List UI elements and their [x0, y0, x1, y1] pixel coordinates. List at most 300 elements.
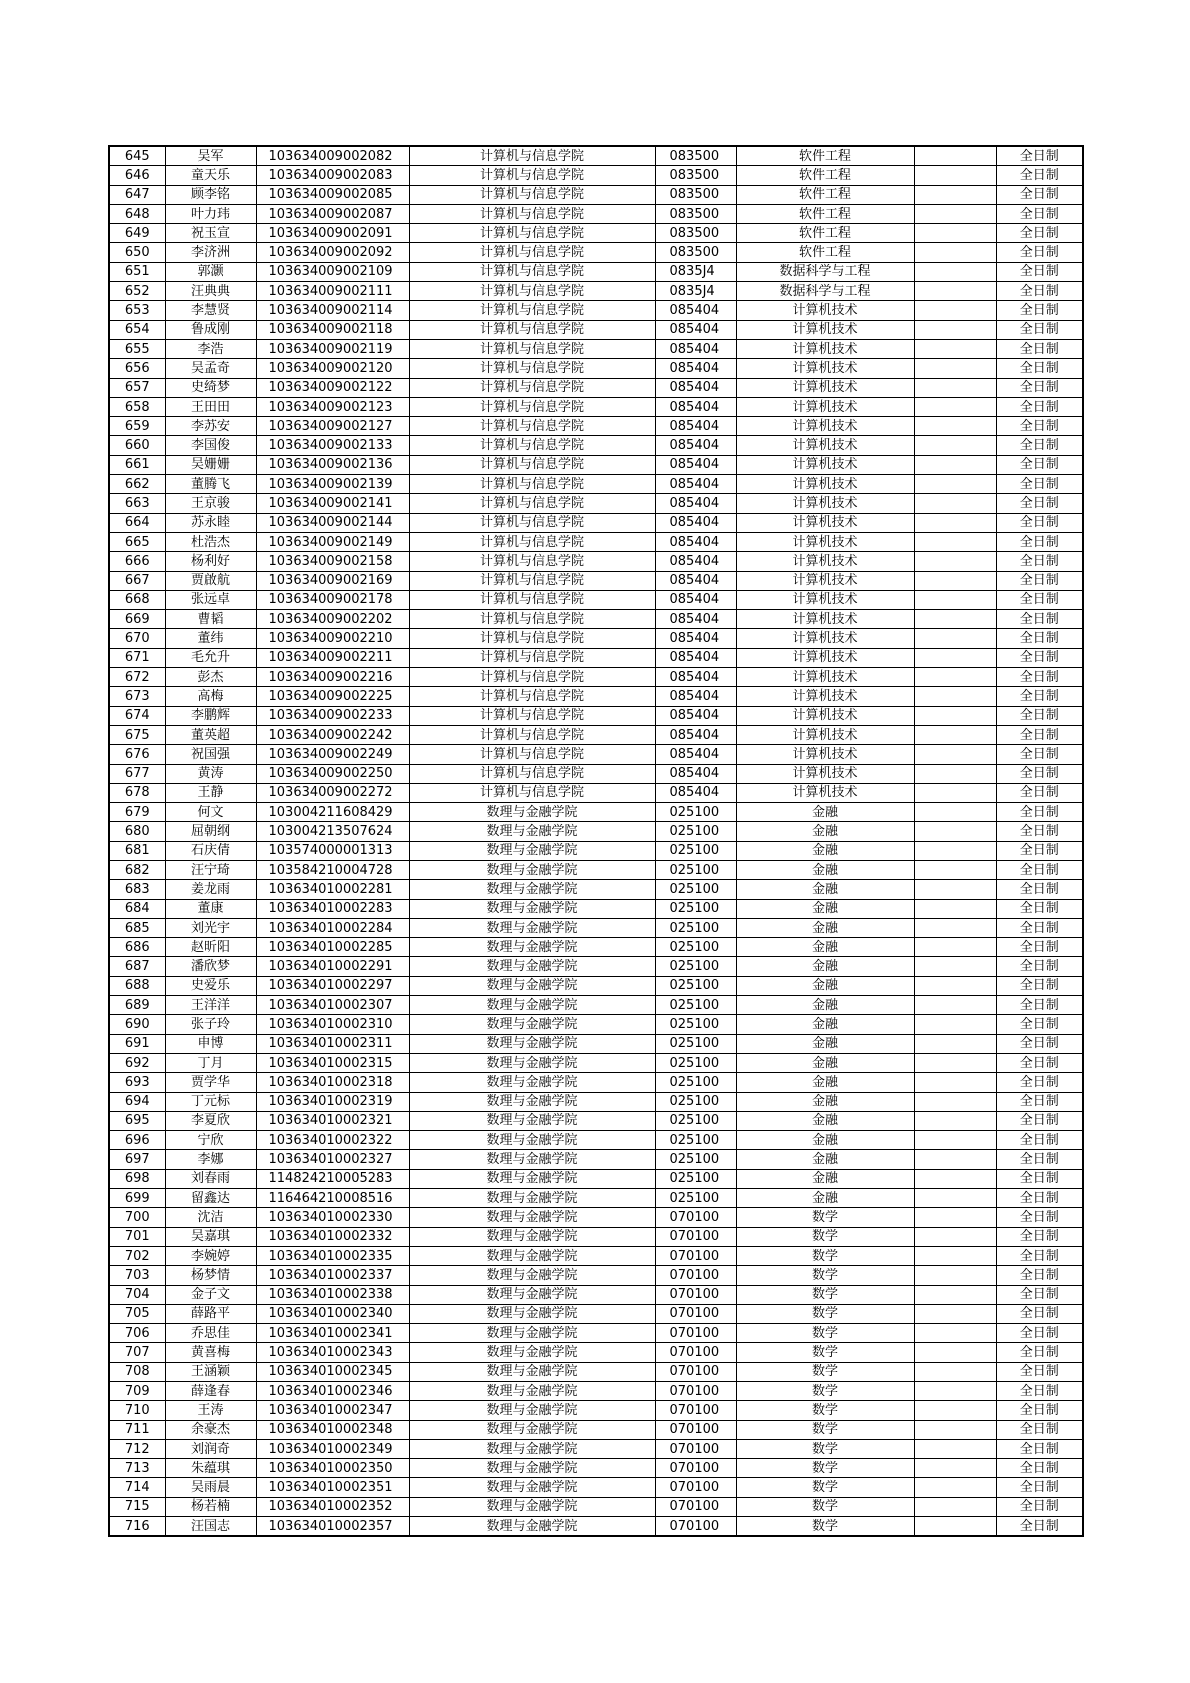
- college-cell: 计算机与信息学院: [409, 339, 655, 358]
- candidate-id-cell: 103634010002337: [256, 1266, 409, 1285]
- table-row: [109, 764, 1083, 783]
- name-cell: 王涵颖: [165, 1362, 256, 1381]
- row-number-cell: 654: [109, 320, 165, 339]
- study-mode-cell: 全日制: [996, 224, 1083, 243]
- college-cell: 数理与金融学院: [409, 1015, 655, 1034]
- major-name-cell: 计算机技术: [736, 475, 914, 494]
- remarks-cell: [914, 1189, 996, 1208]
- major-code-cell: 025100: [655, 822, 736, 841]
- study-mode-cell: 全日制: [996, 1439, 1083, 1458]
- candidate-id-cell: 103634010002345: [256, 1362, 409, 1381]
- remarks-cell: [914, 1439, 996, 1458]
- candidate-id-cell: 103634009002120: [256, 359, 409, 378]
- study-mode-cell: 全日制: [996, 1343, 1083, 1362]
- row-number-cell: 652: [109, 282, 165, 301]
- major-name-cell: 数学: [736, 1459, 914, 1478]
- major-code-cell: 070100: [655, 1420, 736, 1439]
- candidate-id-cell: 103004213507624: [256, 822, 409, 841]
- remarks-cell: [914, 918, 996, 937]
- candidate-id-cell: 103634010002281: [256, 880, 409, 899]
- row-number-cell: 697: [109, 1150, 165, 1169]
- study-mode-cell: 全日制: [996, 725, 1083, 744]
- name-cell: 屈朝纲: [165, 822, 256, 841]
- table-row: [109, 1169, 1083, 1188]
- row-number-cell: 699: [109, 1189, 165, 1208]
- major-name-cell: 数据科学与工程: [736, 282, 914, 301]
- major-name-cell: 数学: [736, 1401, 914, 1420]
- row-number-cell: 645: [109, 146, 165, 166]
- college-cell: 数理与金融学院: [409, 1073, 655, 1092]
- major-name-cell: 数学: [736, 1343, 914, 1362]
- row-number-cell: 651: [109, 262, 165, 281]
- study-mode-cell: 全日制: [996, 1015, 1083, 1034]
- table-row: [109, 185, 1083, 204]
- name-cell: 姜龙雨: [165, 880, 256, 899]
- table-row: [109, 1420, 1083, 1439]
- major-name-cell: 金融: [736, 899, 914, 918]
- college-cell: 数理与金融学院: [409, 1266, 655, 1285]
- candidate-id-cell: 103634010002332: [256, 1227, 409, 1246]
- college-cell: 计算机与信息学院: [409, 455, 655, 474]
- table-row: [109, 1131, 1083, 1150]
- major-name-cell: 计算机技术: [736, 455, 914, 474]
- major-name-cell: 数学: [736, 1304, 914, 1323]
- candidate-id-cell: 103634010002341: [256, 1324, 409, 1343]
- name-cell: 贾学华: [165, 1073, 256, 1092]
- study-mode-cell: 全日制: [996, 1304, 1083, 1323]
- college-cell: 计算机与信息学院: [409, 185, 655, 204]
- remarks-cell: [914, 1246, 996, 1265]
- study-mode-cell: 全日制: [996, 899, 1083, 918]
- major-name-cell: 计算机技术: [736, 648, 914, 667]
- major-code-cell: 070100: [655, 1478, 736, 1497]
- table-row: [109, 224, 1083, 243]
- table-row: [109, 166, 1083, 185]
- study-mode-cell: 全日制: [996, 1131, 1083, 1150]
- remarks-cell: [914, 1266, 996, 1285]
- name-cell: 祝国强: [165, 745, 256, 764]
- major-name-cell: 金融: [736, 1131, 914, 1150]
- study-mode-cell: 全日制: [996, 938, 1083, 957]
- candidate-id-cell: 103634010002357: [256, 1517, 409, 1537]
- major-code-cell: 025100: [655, 1189, 736, 1208]
- study-mode-cell: 全日制: [996, 590, 1083, 609]
- major-code-cell: 025100: [655, 1073, 736, 1092]
- candidate-id-cell: 103634009002202: [256, 610, 409, 629]
- study-mode-cell: 全日制: [996, 359, 1083, 378]
- major-code-cell: 083500: [655, 243, 736, 262]
- college-cell: 数理与金融学院: [409, 957, 655, 976]
- major-code-cell: 085404: [655, 783, 736, 802]
- major-code-cell: 025100: [655, 841, 736, 860]
- name-cell: 吴嘉琪: [165, 1227, 256, 1246]
- remarks-cell: [914, 1053, 996, 1072]
- remarks-cell: [914, 146, 996, 166]
- candidate-id-cell: 103634010002322: [256, 1131, 409, 1150]
- row-number-cell: 661: [109, 455, 165, 474]
- college-cell: 计算机与信息学院: [409, 436, 655, 455]
- major-name-cell: 软件工程: [736, 146, 914, 166]
- major-name-cell: 软件工程: [736, 224, 914, 243]
- major-name-cell: 金融: [736, 957, 914, 976]
- candidate-id-cell: 103634010002352: [256, 1497, 409, 1516]
- major-code-cell: 083500: [655, 204, 736, 223]
- name-cell: 汪宁琦: [165, 860, 256, 879]
- candidate-id-cell: 103634010002351: [256, 1478, 409, 1497]
- major-code-cell: 085404: [655, 687, 736, 706]
- remarks-cell: [914, 1111, 996, 1130]
- table-row: [109, 378, 1083, 397]
- study-mode-cell: 全日制: [996, 1401, 1083, 1420]
- study-mode-cell: 全日制: [996, 918, 1083, 937]
- name-cell: 李娜: [165, 1150, 256, 1169]
- college-cell: 计算机与信息学院: [409, 552, 655, 571]
- candidate-id-cell: 103634009002149: [256, 532, 409, 551]
- study-mode-cell: 全日制: [996, 1517, 1083, 1537]
- college-cell: 计算机与信息学院: [409, 282, 655, 301]
- row-number-cell: 667: [109, 571, 165, 590]
- study-mode-cell: 全日制: [996, 841, 1083, 860]
- college-cell: 计算机与信息学院: [409, 725, 655, 744]
- college-cell: 数理与金融学院: [409, 822, 655, 841]
- college-cell: 计算机与信息学院: [409, 668, 655, 687]
- table-row: [109, 1246, 1083, 1265]
- table-row: [109, 957, 1083, 976]
- table-row: [109, 1266, 1083, 1285]
- name-cell: 董英超: [165, 725, 256, 744]
- candidate-id-cell: 103634009002136: [256, 455, 409, 474]
- major-code-cell: 083500: [655, 224, 736, 243]
- major-name-cell: 计算机技术: [736, 513, 914, 532]
- row-number-cell: 677: [109, 764, 165, 783]
- major-name-cell: 计算机技术: [736, 610, 914, 629]
- major-code-cell: 085404: [655, 339, 736, 358]
- major-code-cell: 025100: [655, 1053, 736, 1072]
- major-name-cell: 金融: [736, 1015, 914, 1034]
- remarks-cell: [914, 1285, 996, 1304]
- study-mode-cell: 全日制: [996, 1189, 1083, 1208]
- major-code-cell: 0835J4: [655, 262, 736, 281]
- major-code-cell: 085404: [655, 552, 736, 571]
- major-code-cell: 085404: [655, 359, 736, 378]
- name-cell: 王静: [165, 783, 256, 802]
- college-cell: 计算机与信息学院: [409, 610, 655, 629]
- remarks-cell: [914, 610, 996, 629]
- study-mode-cell: 全日制: [996, 745, 1083, 764]
- college-cell: 数理与金融学院: [409, 1401, 655, 1420]
- college-cell: 数理与金融学院: [409, 1362, 655, 1381]
- name-cell: 沈洁: [165, 1208, 256, 1227]
- table-row: [109, 1150, 1083, 1169]
- study-mode-cell: 全日制: [996, 880, 1083, 899]
- college-cell: 数理与金融学院: [409, 976, 655, 995]
- table-row: [109, 1324, 1083, 1343]
- study-mode-cell: 全日制: [996, 1208, 1083, 1227]
- major-code-cell: 085404: [655, 513, 736, 532]
- remarks-cell: [914, 841, 996, 860]
- major-code-cell: 025100: [655, 1092, 736, 1111]
- remarks-cell: [914, 996, 996, 1015]
- study-mode-cell: 全日制: [996, 996, 1083, 1015]
- college-cell: 数理与金融学院: [409, 1285, 655, 1304]
- college-cell: 数理与金融学院: [409, 1131, 655, 1150]
- remarks-cell: [914, 475, 996, 494]
- name-cell: 李苏安: [165, 417, 256, 436]
- row-number-cell: 687: [109, 957, 165, 976]
- candidate-id-cell: 103634010002347: [256, 1401, 409, 1420]
- remarks-cell: [914, 706, 996, 725]
- candidate-id-cell: 103634009002242: [256, 725, 409, 744]
- study-mode-cell: 全日制: [996, 320, 1083, 339]
- major-code-cell: 085404: [655, 436, 736, 455]
- name-cell: 余豪杰: [165, 1420, 256, 1439]
- study-mode-cell: 全日制: [996, 475, 1083, 494]
- table-row: [109, 417, 1083, 436]
- table-row: [109, 204, 1083, 223]
- major-code-cell: 085404: [655, 397, 736, 416]
- study-mode-cell: 全日制: [996, 1420, 1083, 1439]
- major-code-cell: 085404: [655, 764, 736, 783]
- candidate-id-cell: 103634009002083: [256, 166, 409, 185]
- name-cell: 吴雨晨: [165, 1478, 256, 1497]
- row-number-cell: 707: [109, 1343, 165, 1362]
- major-name-cell: 金融: [736, 976, 914, 995]
- table-row: [109, 668, 1083, 687]
- study-mode-cell: 全日制: [996, 1073, 1083, 1092]
- college-cell: 数理与金融学院: [409, 1517, 655, 1537]
- row-number-cell: 681: [109, 841, 165, 860]
- row-number-cell: 656: [109, 359, 165, 378]
- major-code-cell: 083500: [655, 146, 736, 166]
- remarks-cell: [914, 571, 996, 590]
- row-number-cell: 664: [109, 513, 165, 532]
- table-body: [109, 146, 1083, 1536]
- remarks-cell: [914, 262, 996, 281]
- name-cell: 王田田: [165, 397, 256, 416]
- table-row: [109, 1382, 1083, 1401]
- name-cell: 曹韬: [165, 610, 256, 629]
- name-cell: 黄喜梅: [165, 1343, 256, 1362]
- candidate-id-cell: 103634009002127: [256, 417, 409, 436]
- candidate-id-cell: 116464210008516: [256, 1189, 409, 1208]
- row-number-cell: 694: [109, 1092, 165, 1111]
- row-number-cell: 710: [109, 1401, 165, 1420]
- row-number-cell: 657: [109, 378, 165, 397]
- college-cell: 数理与金融学院: [409, 1304, 655, 1323]
- name-cell: 杨若楠: [165, 1497, 256, 1516]
- name-cell: 刘春雨: [165, 1169, 256, 1188]
- table-row: [109, 532, 1083, 551]
- remarks-cell: [914, 436, 996, 455]
- study-mode-cell: 全日制: [996, 185, 1083, 204]
- table-row: [109, 687, 1083, 706]
- row-number-cell: 648: [109, 204, 165, 223]
- study-mode-cell: 全日制: [996, 494, 1083, 513]
- table-row: [109, 880, 1083, 899]
- table-row: [109, 803, 1083, 822]
- table-row: [109, 1304, 1083, 1323]
- remarks-cell: [914, 185, 996, 204]
- major-code-cell: 025100: [655, 803, 736, 822]
- remarks-cell: [914, 976, 996, 995]
- study-mode-cell: 全日制: [996, 1150, 1083, 1169]
- major-name-cell: 计算机技术: [736, 745, 914, 764]
- college-cell: 数理与金融学院: [409, 841, 655, 860]
- candidate-id-cell: 103634010002311: [256, 1034, 409, 1053]
- remarks-cell: [914, 764, 996, 783]
- name-cell: 祝玉宣: [165, 224, 256, 243]
- name-cell: 丁元标: [165, 1092, 256, 1111]
- college-cell: 数理与金融学院: [409, 1324, 655, 1343]
- table-row: [109, 282, 1083, 301]
- table-row: [109, 1439, 1083, 1458]
- major-code-cell: 070100: [655, 1227, 736, 1246]
- table-row: [109, 610, 1083, 629]
- row-number-cell: 684: [109, 899, 165, 918]
- college-cell: 数理与金融学院: [409, 1150, 655, 1169]
- name-cell: 贾啟航: [165, 571, 256, 590]
- college-cell: 计算机与信息学院: [409, 224, 655, 243]
- name-cell: 石庆倩: [165, 841, 256, 860]
- major-code-cell: 025100: [655, 899, 736, 918]
- candidate-id-cell: 103634009002216: [256, 668, 409, 687]
- study-mode-cell: 全日制: [996, 532, 1083, 551]
- name-cell: 王京骏: [165, 494, 256, 513]
- major-code-cell: 070100: [655, 1362, 736, 1381]
- major-code-cell: 070100: [655, 1439, 736, 1458]
- major-code-cell: 085404: [655, 648, 736, 667]
- major-code-cell: 070100: [655, 1304, 736, 1323]
- major-name-cell: 数学: [736, 1208, 914, 1227]
- major-code-cell: 085404: [655, 455, 736, 474]
- name-cell: 王洋洋: [165, 996, 256, 1015]
- table-row: [109, 1053, 1083, 1072]
- remarks-cell: [914, 166, 996, 185]
- table-row: [109, 1362, 1083, 1381]
- row-number-cell: 686: [109, 938, 165, 957]
- major-name-cell: 金融: [736, 880, 914, 899]
- remarks-cell: [914, 204, 996, 223]
- major-name-cell: 计算机技术: [736, 764, 914, 783]
- remarks-cell: [914, 1362, 996, 1381]
- table-row: [109, 1034, 1083, 1053]
- study-mode-cell: 全日制: [996, 417, 1083, 436]
- candidate-id-cell: 103634009002169: [256, 571, 409, 590]
- candidate-id-cell: 103634009002233: [256, 706, 409, 725]
- major-name-cell: 计算机技术: [736, 378, 914, 397]
- remarks-cell: [914, 629, 996, 648]
- remarks-cell: [914, 1343, 996, 1362]
- major-code-cell: 025100: [655, 860, 736, 879]
- major-code-cell: 085404: [655, 725, 736, 744]
- study-mode-cell: 全日制: [996, 629, 1083, 648]
- college-cell: 数理与金融学院: [409, 1343, 655, 1362]
- major-code-cell: 025100: [655, 938, 736, 957]
- name-cell: 李夏欣: [165, 1111, 256, 1130]
- study-mode-cell: 全日制: [996, 1497, 1083, 1516]
- name-cell: 童天乐: [165, 166, 256, 185]
- study-mode-cell: 全日制: [996, 668, 1083, 687]
- name-cell: 毛允升: [165, 648, 256, 667]
- table-row: [109, 745, 1083, 764]
- remarks-cell: [914, 1227, 996, 1246]
- major-code-cell: 025100: [655, 1150, 736, 1169]
- candidate-id-cell: 103634009002118: [256, 320, 409, 339]
- table-row: [109, 571, 1083, 590]
- major-name-cell: 金融: [736, 938, 914, 957]
- row-number-cell: 663: [109, 494, 165, 513]
- major-code-cell: 085404: [655, 320, 736, 339]
- table-row: [109, 706, 1083, 725]
- remarks-cell: [914, 938, 996, 957]
- candidate-id-cell: 103634009002211: [256, 648, 409, 667]
- major-name-cell: 计算机技术: [736, 668, 914, 687]
- remarks-cell: [914, 1131, 996, 1150]
- table-row: [109, 899, 1083, 918]
- name-cell: 鲁成刚: [165, 320, 256, 339]
- candidate-id-cell: 103634009002091: [256, 224, 409, 243]
- table-row: [109, 1401, 1083, 1420]
- name-cell: 李鹏辉: [165, 706, 256, 725]
- remarks-cell: [914, 417, 996, 436]
- major-name-cell: 软件工程: [736, 166, 914, 185]
- remarks-cell: [914, 1073, 996, 1092]
- name-cell: 李浩: [165, 339, 256, 358]
- name-cell: 李婉婷: [165, 1246, 256, 1265]
- remarks-cell: [914, 803, 996, 822]
- row-number-cell: 666: [109, 552, 165, 571]
- table-row: [109, 1015, 1083, 1034]
- major-name-cell: 数学: [736, 1324, 914, 1343]
- major-code-cell: 070100: [655, 1246, 736, 1265]
- remarks-cell: [914, 301, 996, 320]
- table-row: [109, 243, 1083, 262]
- row-number-cell: 646: [109, 166, 165, 185]
- candidate-id-cell: 103634009002210: [256, 629, 409, 648]
- remarks-cell: [914, 494, 996, 513]
- row-number-cell: 658: [109, 397, 165, 416]
- candidate-id-cell: 103634009002087: [256, 204, 409, 223]
- major-name-cell: 计算机技术: [736, 532, 914, 551]
- study-mode-cell: 全日制: [996, 1324, 1083, 1343]
- remarks-cell: [914, 745, 996, 764]
- name-cell: 史爱乐: [165, 976, 256, 995]
- row-number-cell: 713: [109, 1459, 165, 1478]
- name-cell: 杜浩杰: [165, 532, 256, 551]
- remarks-cell: [914, 1324, 996, 1343]
- name-cell: 刘光宇: [165, 918, 256, 937]
- college-cell: 计算机与信息学院: [409, 494, 655, 513]
- row-number-cell: 711: [109, 1420, 165, 1439]
- remarks-cell: [914, 725, 996, 744]
- row-number-cell: 660: [109, 436, 165, 455]
- remarks-cell: [914, 552, 996, 571]
- major-code-cell: 085404: [655, 590, 736, 609]
- major-code-cell: 070100: [655, 1382, 736, 1401]
- college-cell: 数理与金融学院: [409, 899, 655, 918]
- major-name-cell: 数学: [736, 1246, 914, 1265]
- remarks-cell: [914, 224, 996, 243]
- remarks-cell: [914, 880, 996, 899]
- major-name-cell: 金融: [736, 996, 914, 1015]
- study-mode-cell: 全日制: [996, 1382, 1083, 1401]
- major-code-cell: 025100: [655, 1169, 736, 1188]
- admission-list-table: [108, 145, 1084, 1537]
- college-cell: 计算机与信息学院: [409, 706, 655, 725]
- name-cell: 杨利好: [165, 552, 256, 571]
- candidate-id-cell: 103634010002318: [256, 1073, 409, 1092]
- major-code-cell: 025100: [655, 996, 736, 1015]
